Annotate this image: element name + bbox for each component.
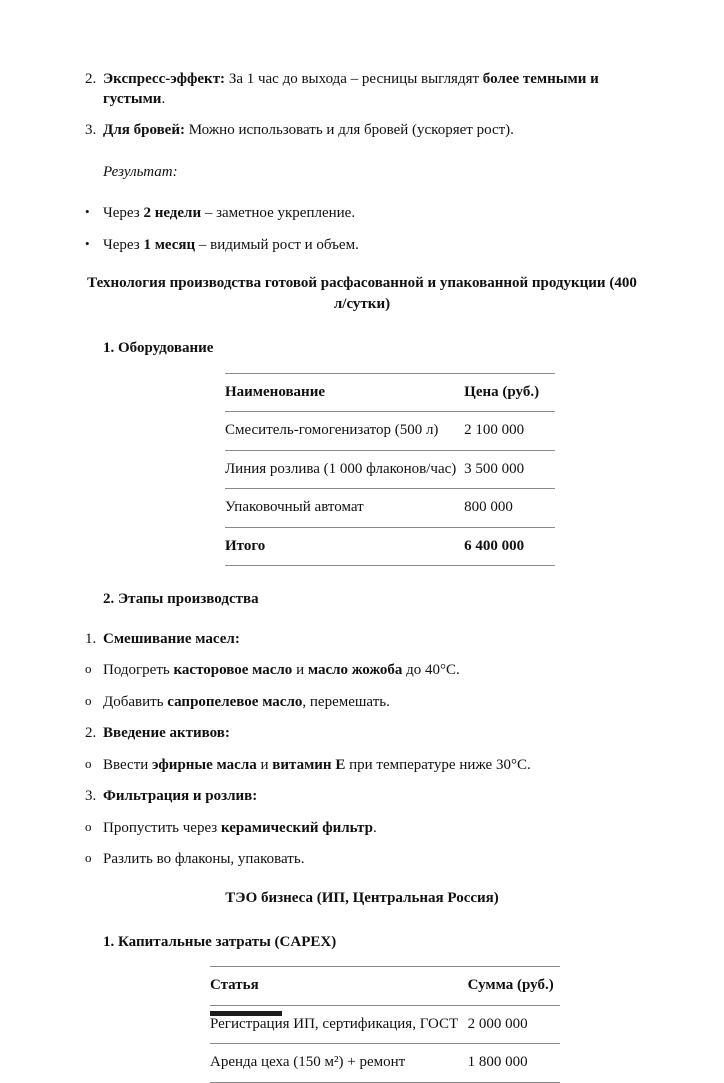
list-item-text: Подогреть касторовое масло и масло жожоба до 40°C. <box>103 662 460 678</box>
sub-bullet-item <box>85 819 639 839</box>
list-item-text: Разлить во флаконы, упаковать. <box>103 851 305 867</box>
numbered-list-item <box>85 121 639 141</box>
table-cell-item: Регистрация ИП, сертификация, ГОСТ <box>210 1005 468 1044</box>
capex-table <box>210 966 560 1083</box>
table-row <box>225 450 555 489</box>
numbered-list-item <box>85 724 639 744</box>
table-cell-sum: 2 000 000 <box>468 1005 560 1044</box>
table-cell-name: Упаковочный автомат <box>225 489 464 528</box>
numbered-list-item <box>85 70 639 109</box>
circle-bullet-marker: o <box>85 818 92 834</box>
table-total-row <box>225 527 555 566</box>
bullet-marker: • <box>85 235 90 251</box>
list-item-text: Ввести эфирные масла и витамин E при температуре ниже 30°С. <box>103 756 531 773</box>
list-item-text: Пропустить через керамический фильтр. <box>103 819 377 836</box>
table-cell-item: Аренда цеха (150 м²) + ремонт <box>210 1044 468 1083</box>
section-heading-technology: Технология производства готовой расфасованной и упакованной продукции (400 л/сутки) <box>87 275 637 312</box>
list-item-text: Экспресс-эффект: За 1 час до выхода – ресницы выглядят более темными и густыми. <box>103 71 599 107</box>
table-row <box>225 412 555 451</box>
circle-bullet-marker: o <box>85 755 92 771</box>
bullet-marker: • <box>85 204 90 219</box>
table-header-sum: Сумма (руб.) <box>468 967 560 1006</box>
table-row <box>225 489 555 528</box>
table-cell-price: 3 500 000 <box>464 450 555 489</box>
table-cell-sum: 1 800 000 <box>468 1044 560 1083</box>
table-header-row <box>210 967 560 1006</box>
list-number: 2. <box>85 71 97 87</box>
table-header-item: Статья <box>210 967 468 1006</box>
bullet-list-item <box>85 236 639 256</box>
table-cell-price: 2 100 000 <box>464 412 555 451</box>
section-heading-teo: ТЭО бизнеса (ИП, Центральная Россия) <box>225 889 499 906</box>
list-number: 3. <box>85 788 97 804</box>
table-header-row <box>225 373 555 412</box>
list-item-text: Смешивание масел: <box>103 630 240 647</box>
list-item-text: Добавить сапропелевое масло, перемешать. <box>103 693 390 710</box>
bullet-list-item <box>85 204 639 224</box>
sub-bullet-item <box>85 756 639 776</box>
table-header-name: Наименование <box>225 373 464 412</box>
stages-list <box>85 630 639 870</box>
sub-bullet-item <box>85 693 639 713</box>
subsection-heading-capex: 1. Капитальные затраты (CAPEX) <box>103 933 337 950</box>
circle-bullet-marker: o <box>85 850 92 865</box>
table-cell-total-label: Итого <box>225 527 464 566</box>
table-cell-name: Линия розлива (1 000 флаконов/час) <box>225 450 464 489</box>
table-cell-total-price: 6 400 000 <box>464 527 555 566</box>
table-cell-price: 800 000 <box>464 489 555 528</box>
sub-bullet-item <box>85 661 639 681</box>
subsection-heading-equipment: 1. Оборудование <box>103 340 214 356</box>
circle-bullet-marker: o <box>85 692 92 708</box>
list-number: 1. <box>85 630 97 647</box>
list-item-text: Для бровей: Можно использовать и для бровей (ускоряет рост). <box>103 122 514 138</box>
sub-bullet-item <box>85 850 639 870</box>
list-number: 3. <box>85 122 97 138</box>
result-label: Результат: <box>103 163 178 180</box>
list-item-text: Введение активов: <box>103 725 230 741</box>
list-item-text: Через 1 месяц – видимый рост и объем. <box>103 236 359 253</box>
numbered-list-item <box>85 787 639 807</box>
table-cell-name: Смеситель-гомогенизатор (500 л) <box>225 412 464 451</box>
equipment-table <box>225 373 555 567</box>
list-item-text: Через 2 недели – заметное укрепление. <box>103 205 356 221</box>
list-item-text: Фильтрация и розлив: <box>103 788 258 804</box>
table-header-price: Цена (руб.) <box>464 373 555 412</box>
page-bottom-cutoff-content <box>210 1011 282 1016</box>
numbered-list-item <box>85 630 639 650</box>
list-number: 2. <box>85 725 97 741</box>
table-row <box>210 1044 560 1083</box>
subsection-heading-stages: 2. Этапы производства <box>103 591 259 607</box>
circle-bullet-marker: o <box>85 661 92 676</box>
